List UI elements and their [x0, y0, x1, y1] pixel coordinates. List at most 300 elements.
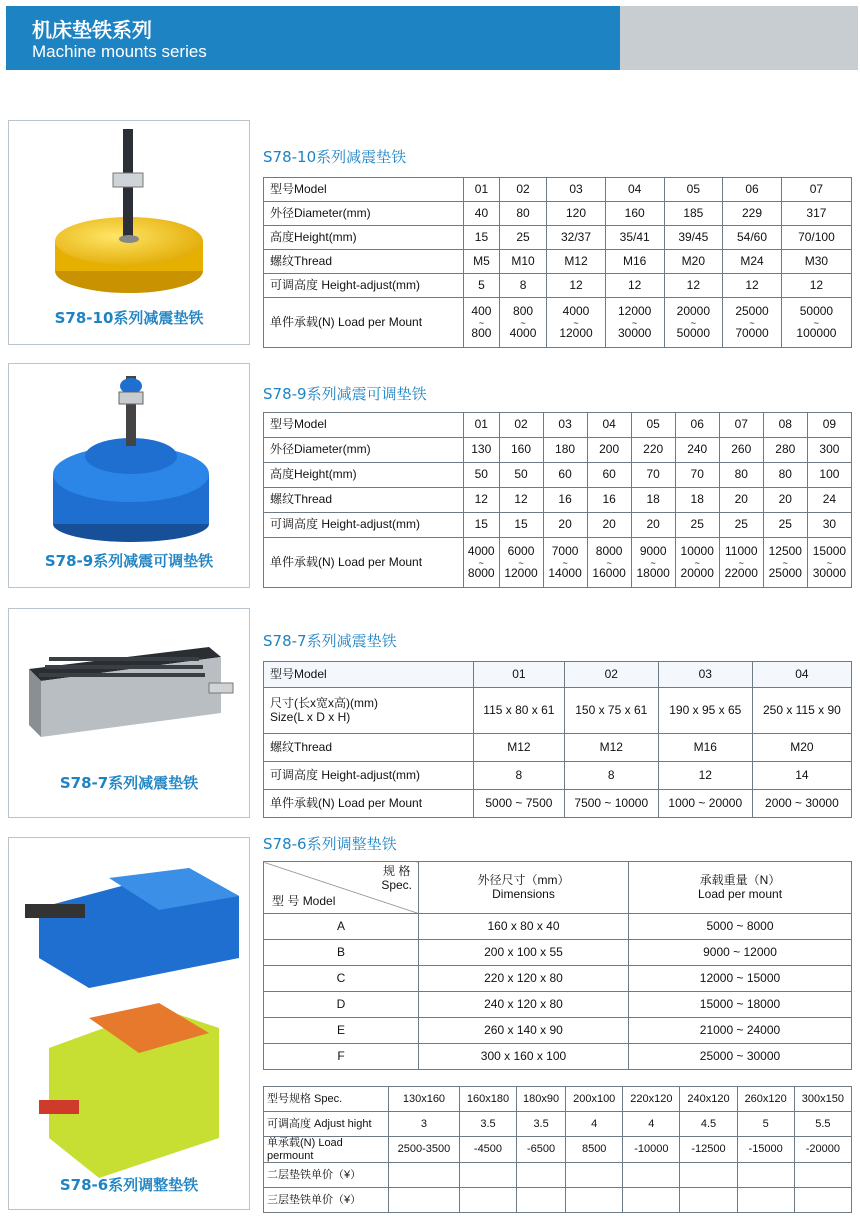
table-cell: 120 — [547, 202, 606, 226]
table-row — [264, 463, 852, 488]
table-cell: 160 x 80 x 40 — [419, 914, 629, 940]
load-line: 50000 — [799, 303, 834, 318]
table-cell: 70/100 — [781, 226, 851, 250]
table-s78-6 — [263, 861, 852, 1070]
table-cell — [605, 298, 664, 348]
table-cell: 25 — [675, 513, 719, 538]
table-cell: 260x120 — [737, 1087, 794, 1112]
table-cell: 240 x 120 x 80 — [419, 992, 629, 1018]
row-label: 型号Model — [264, 413, 464, 438]
table-cell — [389, 1188, 460, 1213]
table-cell: -20000 — [794, 1137, 851, 1163]
table-cell: -12500 — [680, 1137, 737, 1163]
table-cell: 04 — [605, 178, 664, 202]
table-cell: 5000 ~ 7500 — [474, 790, 565, 818]
table-cell: 8 — [499, 274, 546, 298]
table-cell: 20 — [719, 488, 763, 513]
load-line: 25000 — [735, 303, 769, 318]
table-row — [264, 488, 852, 513]
load-line: ~ — [690, 317, 696, 328]
table-cell: 15 — [464, 513, 500, 538]
caption-s78-9: S78-9系列减震可调垫铁 — [44, 552, 214, 570]
row-label: 型号Model — [264, 662, 474, 688]
table-cell: 20 — [763, 488, 807, 513]
table-cell: 01 — [474, 662, 565, 688]
table-cell — [680, 1188, 737, 1213]
table-cell: 02 — [499, 413, 543, 438]
table-cell: 260 x 140 x 90 — [419, 1018, 629, 1044]
table-cell: 229 — [723, 202, 782, 226]
row-label: 单件承载(N) Load per Mount — [264, 790, 474, 818]
table-row — [264, 438, 852, 463]
row-label: 可调高度 Height-adjust(mm) — [264, 274, 464, 298]
load-line: 30000 — [617, 325, 652, 340]
table-cell: 115 x 80 x 61 — [474, 688, 565, 734]
table-cell: 24 — [807, 488, 851, 513]
table-cell: 3.5 — [517, 1112, 566, 1137]
row-label: 可调高度 Adjust hight — [264, 1112, 389, 1137]
table-cell: 16 — [587, 488, 631, 513]
load-line: 800 — [513, 303, 534, 318]
table-cell: 60 — [587, 463, 631, 488]
corner-spec-cn: 规 格 — [382, 864, 411, 878]
size-label-en: Size(L x D x H) — [270, 709, 351, 724]
table-cell: 250 x 115 x 90 — [752, 688, 851, 734]
table-cell: 80 — [763, 463, 807, 488]
load-line: 14000 — [548, 565, 582, 580]
table-cell: 15 — [464, 226, 500, 250]
load-line: ~ — [632, 317, 638, 328]
table-row — [264, 1188, 852, 1213]
table-cell: 18 — [631, 488, 675, 513]
load-line: 100000 — [796, 325, 837, 340]
corner-spec — [381, 865, 412, 893]
table-cell: 5 — [464, 274, 500, 298]
table-cell: M20 — [664, 250, 723, 274]
table-row — [264, 274, 852, 298]
table-cell: 04 — [587, 413, 631, 438]
load-line: 20000 — [680, 565, 714, 580]
header-bar-grey — [620, 6, 858, 70]
corner-spec-en: Spec. — [381, 877, 412, 892]
table-cell: 60 — [543, 463, 587, 488]
table-cell: M10 — [499, 250, 546, 274]
table-cell: 32/37 — [547, 226, 606, 250]
table-cell: 25 — [763, 513, 807, 538]
table-cell — [517, 1188, 566, 1213]
load-line: 8000 — [595, 543, 623, 558]
row-label: 螺纹Thread — [264, 488, 464, 513]
table-cell: 12 — [781, 274, 851, 298]
table-cell: 25 — [719, 513, 763, 538]
table-cell: 12 — [723, 274, 782, 298]
table-cell: 5000 ~ 8000 — [629, 914, 852, 940]
table-cell: 130x160 — [389, 1087, 460, 1112]
table-cell — [723, 298, 782, 348]
table-cell: 06 — [675, 413, 719, 438]
table-cell — [464, 298, 500, 348]
dimensions-header — [419, 862, 629, 914]
table-cell: -6500 — [517, 1137, 566, 1163]
table-cell — [675, 538, 719, 588]
table-row — [264, 734, 852, 762]
table-cell: 220 — [631, 438, 675, 463]
load-line: 8000 — [467, 565, 495, 580]
table-cell — [517, 1163, 566, 1188]
row-label: 三层垫铁单价（¥） — [264, 1188, 389, 1213]
table-cell: M12 — [474, 734, 565, 762]
load-line: 16000 — [592, 565, 626, 580]
table-cell: 12 — [547, 274, 606, 298]
heading-s78-7: S78-7系列减震垫铁 — [263, 632, 397, 650]
table-row — [264, 662, 852, 688]
table-cell — [781, 298, 851, 348]
caption-s78-10: S78-10系列减震垫铁 — [54, 309, 204, 327]
table-s78-10 — [263, 177, 852, 348]
row-label: 型号规格 Spec. — [264, 1087, 389, 1112]
row-label: 高度Height(mm) — [264, 226, 464, 250]
table-cell: 03 — [547, 178, 606, 202]
table-s78-6-spec — [263, 1086, 852, 1213]
table-cell: 300 x 160 x 100 — [419, 1044, 629, 1070]
table-cell — [499, 298, 546, 348]
table-cell: 3 — [389, 1112, 460, 1137]
header-title-en: Machine mounts series — [32, 42, 207, 61]
table-cell: 7500 ~ 10000 — [564, 790, 658, 818]
table-cell: 9000 ~ 12000 — [629, 940, 852, 966]
page-header — [6, 6, 858, 70]
table-cell: B — [264, 940, 419, 966]
load-row — [264, 298, 852, 348]
load-line: 4000 — [467, 543, 495, 558]
load-cn: 承载重量（N） — [699, 872, 781, 887]
table-cell: 16 — [543, 488, 587, 513]
load-line: 9000 — [639, 543, 667, 558]
table-cell: 40 — [464, 202, 500, 226]
table-row — [264, 413, 852, 438]
table-cell: 01 — [464, 178, 500, 202]
load-line: 12500 — [768, 543, 802, 558]
table-cell — [459, 1163, 516, 1188]
table-s78-7 — [263, 661, 852, 818]
load-line: 15000 — [812, 543, 847, 558]
table-cell: 20 — [543, 513, 587, 538]
table-cell: 39/45 — [664, 226, 723, 250]
table-cell: F — [264, 1044, 419, 1070]
load-line: ~ — [478, 317, 485, 328]
dim-en: Dimensions — [492, 886, 555, 901]
table-cell: 12 — [499, 488, 543, 513]
table-cell — [631, 538, 675, 588]
spec-corner — [264, 862, 419, 914]
table-cell: 100 — [807, 463, 851, 488]
load-header — [629, 862, 852, 914]
photo-s78-10 — [8, 120, 250, 345]
table-cell — [547, 298, 606, 348]
table-cell: 5 — [737, 1112, 794, 1137]
table-cell: 200 — [587, 438, 631, 463]
table-cell: 180x90 — [517, 1087, 566, 1112]
table-cell: 20 — [587, 513, 631, 538]
load-line: 4000 — [509, 325, 537, 340]
table-row — [264, 1044, 852, 1070]
table-cell: 80 — [499, 202, 546, 226]
table-row — [264, 790, 852, 818]
table-cell: 220x120 — [623, 1087, 680, 1112]
table-cell: M16 — [658, 734, 752, 762]
row-label: 螺纹Thread — [264, 734, 474, 762]
load-line: ~ — [518, 557, 524, 568]
caption-s78-7: S78-7系列减震垫铁 — [59, 774, 199, 792]
table-cell: 5.5 — [794, 1112, 851, 1137]
table-cell: 1000 ~ 20000 — [658, 790, 752, 818]
corner-model — [272, 895, 335, 909]
table-cell: E — [264, 1018, 419, 1044]
load-line: 12000 — [504, 565, 538, 580]
header-title-cn: 机床垫铁系列 — [32, 18, 152, 42]
table-cell: 4 — [623, 1112, 680, 1137]
table-row — [264, 940, 852, 966]
load-line: 22000 — [724, 565, 758, 580]
row-label: 单件承载(N) Load per Mount — [264, 298, 464, 348]
table-row — [264, 688, 852, 734]
table-cell: 14 — [752, 762, 851, 790]
table-cell: 160 — [499, 438, 543, 463]
table-cell: 2500-3500 — [389, 1137, 460, 1163]
table-cell: 2000 ~ 30000 — [752, 790, 851, 818]
row-label: 型号Model — [264, 178, 464, 202]
heading-s78-6: S78-6系列调整垫铁 — [263, 835, 397, 853]
table-row — [264, 992, 852, 1018]
table-cell — [459, 1188, 516, 1213]
row-label: 高度Height(mm) — [264, 463, 464, 488]
table-row — [264, 178, 852, 202]
table-cell: 300 — [807, 438, 851, 463]
table-cell: 20 — [631, 513, 675, 538]
load-line: 4000 — [562, 303, 590, 318]
load-line: ~ — [738, 557, 744, 568]
table-cell: M24 — [723, 250, 782, 274]
table-cell: A — [264, 914, 419, 940]
table-cell: 25000 ~ 30000 — [629, 1044, 852, 1070]
table-row — [264, 1087, 852, 1112]
table-cell — [623, 1163, 680, 1188]
load-line: 12000 — [559, 325, 593, 340]
table-cell: 220 x 120 x 80 — [419, 966, 629, 992]
table-cell: 07 — [719, 413, 763, 438]
photo-s78-7 — [8, 608, 250, 818]
table-cell: 03 — [543, 413, 587, 438]
table-cell — [807, 538, 851, 588]
table-cell: 02 — [499, 178, 546, 202]
table-cell: 185 — [664, 202, 723, 226]
table-cell: M12 — [564, 734, 658, 762]
table-row — [264, 1137, 852, 1163]
table-cell: 07 — [781, 178, 851, 202]
table-cell: 50 — [499, 463, 543, 488]
table-cell: 70 — [631, 463, 675, 488]
table-cell: M30 — [781, 250, 851, 274]
table-cell: 160x180 — [459, 1087, 516, 1112]
table-cell: -10000 — [623, 1137, 680, 1163]
table-cell: 8500 — [566, 1137, 623, 1163]
load-line: ~ — [520, 317, 526, 328]
table-cell: -4500 — [459, 1137, 516, 1163]
row-label: 二层垫铁单价（¥） — [264, 1163, 389, 1188]
table-cell: 18 — [675, 488, 719, 513]
table-cell — [794, 1163, 851, 1188]
row-label: 可调高度 Height-adjust(mm) — [264, 762, 474, 790]
table-cell: 130 — [464, 438, 500, 463]
load-line: 400 — [471, 303, 492, 318]
table-cell — [737, 1163, 794, 1188]
table-cell — [623, 1188, 680, 1213]
table-cell: 35/41 — [605, 226, 664, 250]
table-cell — [737, 1188, 794, 1213]
table-cell — [543, 538, 587, 588]
load-line: 30000 — [812, 565, 847, 580]
table-row — [264, 762, 852, 790]
table-cell: 08 — [763, 413, 807, 438]
load-line: 7000 — [551, 543, 579, 558]
table-cell — [664, 298, 723, 348]
table-cell: 300x150 — [794, 1087, 851, 1112]
table-cell: 03 — [658, 662, 752, 688]
table-cell: 02 — [564, 662, 658, 688]
table-row — [264, 1163, 852, 1188]
table-row — [264, 914, 852, 940]
load-line: 12000 — [617, 303, 652, 318]
table-cell: 06 — [723, 178, 782, 202]
table-cell: 12 — [605, 274, 664, 298]
table-cell — [499, 538, 543, 588]
table-cell: 4.5 — [680, 1112, 737, 1137]
table-cell: 01 — [464, 413, 500, 438]
table-cell: 317 — [781, 202, 851, 226]
heading-s78-9: S78-9系列减震可调垫铁 — [263, 385, 427, 403]
photo-s78-6 — [8, 837, 250, 1210]
table-cell: 15000 ~ 18000 — [629, 992, 852, 1018]
table-cell: 12 — [664, 274, 723, 298]
table-s78-9 — [263, 412, 852, 588]
table-cell — [464, 538, 500, 588]
table-cell: -15000 — [737, 1137, 794, 1163]
load-line: ~ — [749, 317, 755, 328]
table-cell: 12000 ~ 15000 — [629, 966, 852, 992]
load-line: 11000 — [725, 543, 758, 558]
size-label-cn: 尺寸(长x宽x高)(mm) — [270, 695, 378, 710]
table-row — [264, 226, 852, 250]
row-label: 单件承载(N) Load per Mount — [264, 538, 464, 588]
table-cell: 05 — [631, 413, 675, 438]
table-cell — [719, 538, 763, 588]
table-cell: 05 — [664, 178, 723, 202]
table-cell: 3.5 — [459, 1112, 516, 1137]
load-line: ~ — [650, 557, 656, 568]
load-line: ~ — [478, 557, 484, 568]
table-cell: 12 — [464, 488, 500, 513]
table-cell: 30 — [807, 513, 851, 538]
load-line: ~ — [562, 557, 568, 568]
table-cell: 190 x 95 x 65 — [658, 688, 752, 734]
table-cell: 25 — [499, 226, 546, 250]
table-cell: 09 — [807, 413, 851, 438]
table-cell — [389, 1163, 460, 1188]
table-row — [264, 202, 852, 226]
table-cell: 200x100 — [566, 1087, 623, 1112]
table-row — [264, 1112, 852, 1137]
table-cell: 8 — [564, 762, 658, 790]
load-row — [264, 538, 852, 588]
load-line: ~ — [813, 317, 820, 328]
table-row — [264, 966, 852, 992]
table-cell — [566, 1163, 623, 1188]
table-cell: 70 — [675, 463, 719, 488]
load-line: ~ — [573, 317, 579, 328]
corner-model-cn: 型 号 — [272, 894, 300, 909]
table-cell: 21000 ~ 24000 — [629, 1018, 852, 1044]
load-line: 70000 — [735, 325, 769, 340]
table-cell: 240x120 — [680, 1087, 737, 1112]
row-label: 螺纹Thread — [264, 250, 464, 274]
table-cell: 50 — [464, 463, 500, 488]
load-line: 10000 — [680, 543, 714, 558]
load-line: 25000 — [768, 565, 802, 580]
heading-s78-10: S78-10系列减震垫铁 — [263, 148, 407, 166]
table-cell: 200 x 100 x 55 — [419, 940, 629, 966]
load-line: ~ — [782, 557, 788, 568]
adjust-mount-image — [9, 838, 251, 1211]
table-cell: 280 — [763, 438, 807, 463]
table-cell: 240 — [675, 438, 719, 463]
row-label — [264, 688, 474, 734]
table-cell — [763, 538, 807, 588]
corner-model-en: Model — [302, 894, 336, 909]
table-cell: 260 — [719, 438, 763, 463]
table-cell: 15 — [499, 513, 543, 538]
load-line: 20000 — [676, 303, 711, 318]
row-label: 可调高度 Height-adjust(mm) — [264, 513, 464, 538]
table-row — [264, 250, 852, 274]
row-label: 单承载(N) Load permount — [264, 1137, 389, 1163]
load-line: 50000 — [676, 325, 711, 340]
table-cell: M16 — [605, 250, 664, 274]
load-line: ~ — [694, 557, 700, 568]
table-cell: 150 x 75 x 61 — [564, 688, 658, 734]
table-cell: 12 — [658, 762, 752, 790]
load-line: ~ — [606, 557, 612, 568]
table-cell — [566, 1188, 623, 1213]
table-cell: 160 — [605, 202, 664, 226]
table-row — [264, 1018, 852, 1044]
load-en: Load per mount — [697, 886, 783, 901]
load-line: 18000 — [636, 565, 670, 580]
table-cell: 54/60 — [723, 226, 782, 250]
table-cell: D — [264, 992, 419, 1018]
load-line: ~ — [826, 557, 833, 568]
load-line: 6000 — [507, 543, 535, 558]
table-cell: 80 — [719, 463, 763, 488]
table-cell: M12 — [547, 250, 606, 274]
table-cell: 04 — [752, 662, 851, 688]
table-cell: M20 — [752, 734, 851, 762]
table-cell: C — [264, 966, 419, 992]
table-cell: 8 — [474, 762, 565, 790]
table-cell — [794, 1188, 851, 1213]
table-cell: 4 — [566, 1112, 623, 1137]
table-row — [264, 862, 852, 914]
caption-s78-6: S78-6系列调整垫铁 — [59, 1176, 199, 1194]
